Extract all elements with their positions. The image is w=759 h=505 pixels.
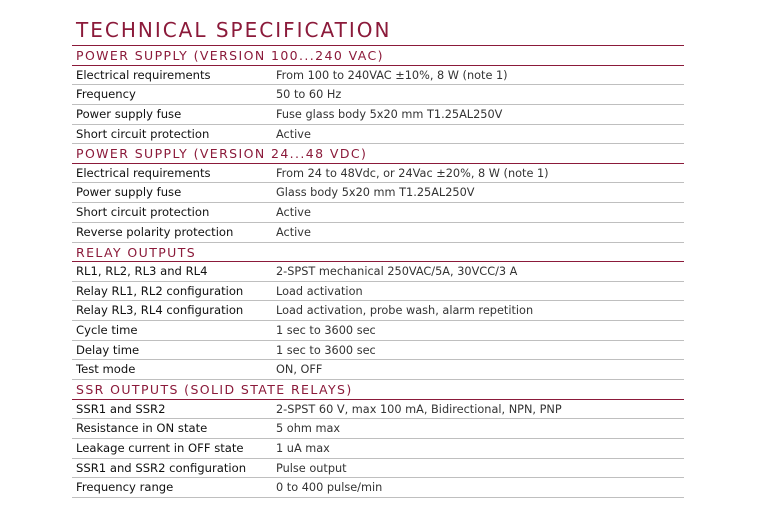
row-label: Leakage current in OFF state bbox=[76, 441, 244, 455]
row-value: 0 to 400 pulse/min bbox=[276, 481, 383, 495]
table-row bbox=[72, 478, 684, 498]
row-label: Electrical requirements bbox=[76, 165, 211, 180]
row-value: Active bbox=[276, 225, 311, 239]
row-value: ON, OFF bbox=[276, 363, 323, 377]
row-label: SSR1 and SSR2 bbox=[76, 401, 166, 416]
table-row bbox=[72, 301, 684, 321]
table-row bbox=[72, 125, 684, 145]
row-value: Glass body 5x20 mm T1.25AL250V bbox=[276, 186, 475, 200]
spec-table bbox=[72, 46, 684, 498]
row-label: Test mode bbox=[76, 362, 136, 377]
table-row bbox=[72, 341, 684, 361]
row-label: Frequency range bbox=[76, 480, 174, 495]
table-row bbox=[72, 419, 684, 439]
table-row bbox=[72, 360, 684, 380]
section-heading-power-supply-dc: POWER SUPPLY (VERSION 24...48 VDC) bbox=[72, 144, 684, 164]
row-value: 1 uA max bbox=[276, 442, 330, 455]
table-row bbox=[72, 105, 684, 125]
row-label: Cycle time bbox=[76, 323, 138, 338]
row-label: Reverse polarity protection bbox=[76, 224, 234, 239]
row-label: Power supply fuse bbox=[76, 185, 182, 200]
table-row bbox=[72, 459, 684, 479]
table-row bbox=[72, 223, 684, 243]
table-row bbox=[72, 321, 684, 341]
row-label: Frequency bbox=[76, 87, 136, 102]
row-value: 5 ohm max bbox=[276, 422, 341, 436]
table-row bbox=[72, 85, 684, 105]
row-value: 1 sec to 3600 sec bbox=[276, 343, 376, 357]
section-heading-power-supply-ac: POWER SUPPLY (VERSION 100...240 VAC) bbox=[72, 46, 684, 66]
row-label: RL1, RL2, RL3 and RL4 bbox=[76, 264, 208, 278]
row-label: Power supply fuse bbox=[76, 106, 182, 121]
row-value: Pulse output bbox=[276, 461, 347, 475]
row-value: Load activation bbox=[276, 284, 363, 298]
row-value: 2-SPST 60 V, max 100 mA, Bidirectional, NPN, PNP bbox=[276, 402, 562, 416]
row-label: SSR1 and SSR2 configuration bbox=[76, 460, 247, 475]
row-value: Active bbox=[276, 206, 311, 220]
page-title: TECHNICAL SPECIFICATION bbox=[76, 18, 392, 42]
table-row bbox=[72, 164, 684, 184]
row-value: Active bbox=[276, 127, 311, 141]
row-label: Delay time bbox=[76, 342, 140, 357]
row-value: From 24 to 48Vdc, or 24Vac ±20%, 8 W (note 1) bbox=[276, 166, 549, 180]
section-heading-relay-outputs: RELAY OUTPUTS bbox=[72, 243, 684, 263]
table-row bbox=[72, 183, 684, 203]
row-value: Fuse glass body 5x20 mm T1.25AL250V bbox=[276, 107, 503, 121]
row-label: Relay RL3, RL4 configuration bbox=[76, 303, 244, 318]
row-label: Short circuit protection bbox=[76, 126, 210, 141]
row-label: Short circuit protection bbox=[76, 205, 210, 220]
row-label: Electrical requirements bbox=[76, 67, 211, 82]
table-row bbox=[72, 400, 684, 420]
row-label: Relay RL1, RL2 configuration bbox=[76, 283, 244, 298]
table-row bbox=[72, 282, 684, 302]
table-row bbox=[72, 262, 684, 282]
table-row bbox=[72, 439, 684, 459]
row-value: 2-SPST mechanical 250VAC/5A, 30VCC/3 A bbox=[276, 265, 518, 278]
row-value: 1 sec to 3600 sec bbox=[276, 324, 376, 338]
row-value: From 100 to 240VAC ±10%, 8 W (note 1) bbox=[276, 68, 508, 82]
table-row bbox=[72, 203, 684, 223]
section-heading-ssr-outputs: SSR OUTPUTS (SOLID STATE RELAYS) bbox=[72, 380, 684, 400]
row-value: Load activation, probe wash, alarm repetition bbox=[276, 304, 534, 318]
row-label: Resistance in ON state bbox=[76, 421, 208, 436]
row-value: 50 to 60 Hz bbox=[276, 88, 342, 102]
table-row bbox=[72, 66, 684, 86]
